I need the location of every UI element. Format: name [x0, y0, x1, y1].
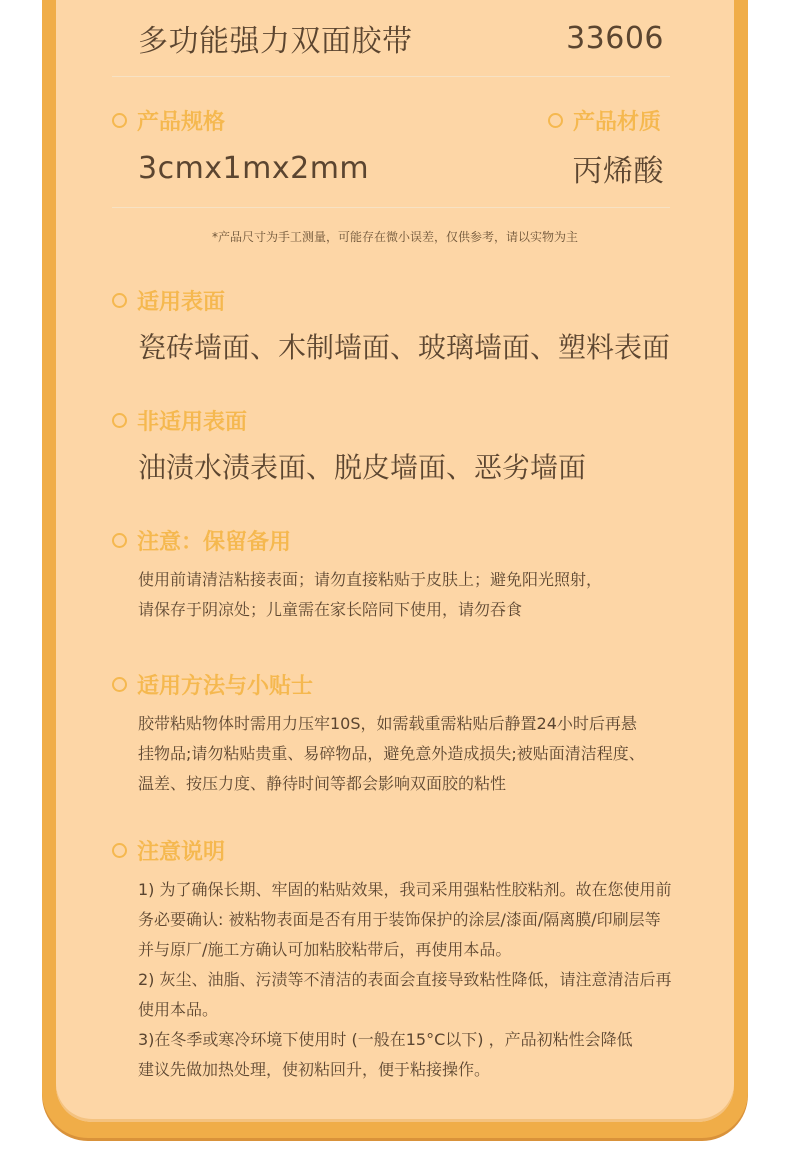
instructions-line: 3)在冬季或寒冷环境下使用时 (一般在15°C以下) ，产品初粘性会降低: [138, 1030, 633, 1049]
spec-material-row: [138, 148, 664, 188]
material-heading: [548, 105, 661, 136]
tips-text: [138, 709, 645, 799]
circle-bullet-icon: [112, 533, 127, 548]
instructions-label: 注意说明: [137, 840, 226, 865]
caution-text: [138, 565, 602, 625]
instructions-line: 建议先做加热处理，使初粘回升，便于粘接操作。: [138, 1060, 491, 1079]
material-value: 丙烯酸: [572, 154, 664, 189]
suitable-heading: [112, 285, 225, 316]
caution-line: 使用前请清洁粘接表面；请勿直接粘贴于皮肤上；避免阳光照射，: [138, 570, 603, 589]
tips-line: 温差、按压力度、静待时间等都会影响双面胶的粘性: [138, 774, 507, 793]
tips-line: 挂物品;请勿粘贴贵重、易碎物品，避免意外造成损失;被贴面清洁程度、: [138, 744, 645, 763]
circle-bullet-icon: [112, 677, 127, 692]
instructions-line: 并与原厂/施工方确认可加粘胶粘带后，再使用本品。: [138, 940, 512, 959]
unsuitable-label: 非适用表面: [137, 410, 248, 435]
unsuitable-value: 油渍水渍表面、脱皮墙面、恶劣墙面: [138, 451, 587, 484]
product-row: [138, 18, 664, 58]
material-label: 产品材质: [573, 110, 662, 135]
suitable-value: 瓷砖墙面、木制墙面、玻璃墙面、塑料表面: [138, 331, 671, 364]
tips-label: 适用方法与小贴士: [137, 674, 314, 699]
circle-bullet-icon: [548, 113, 563, 128]
product-name: 多功能强力双面胶带: [138, 24, 413, 59]
circle-bullet-icon: [112, 113, 127, 128]
instructions-line: 1) 为了确保长期、牢固的粘贴效果，我司采用强粘性胶粘剂。故在您使用前: [138, 880, 672, 899]
instructions-line: 务必要确认: 被粘物表面是否有用于装饰保护的涂层/漆面/隔离膜/印刷层等: [138, 910, 661, 929]
instructions-heading: [112, 835, 225, 866]
spec-heading: [112, 105, 225, 136]
circle-bullet-icon: [112, 413, 127, 428]
spec-value: 3cmx1mx2mm: [138, 150, 370, 186]
circle-bullet-icon: [112, 843, 127, 858]
instructions-line: 使用本品。: [138, 1000, 219, 1019]
product-code: 33606: [566, 20, 664, 56]
measurement-note: *产品尺寸为手工测量，可能存在微小误差，仅供参考，请以实物为主: [211, 230, 578, 244]
divider: [112, 76, 670, 77]
suitable-label: 适用表面: [137, 290, 226, 315]
caution-label: 注意：保留备用: [137, 530, 292, 555]
tips-line: 胶带粘贴物体时需用力压牢10S，如需载重需粘贴后静置24小时后再悬: [138, 714, 637, 733]
circle-bullet-icon: [112, 293, 127, 308]
divider: [112, 207, 670, 208]
unsuitable-heading: [112, 405, 247, 436]
caution-heading: [112, 525, 291, 556]
instructions-line: 2) 灰尘、油脂、污渍等不清洁的表面会直接导致粘性降低，请注意清洁后再: [138, 970, 672, 989]
caution-line: 请保存于阴凉处；儿童需在家长陪同下使用，请勿吞食: [138, 600, 523, 619]
tips-heading: [112, 669, 313, 700]
instructions-text: [138, 875, 672, 1085]
spec-label: 产品规格: [137, 110, 226, 135]
